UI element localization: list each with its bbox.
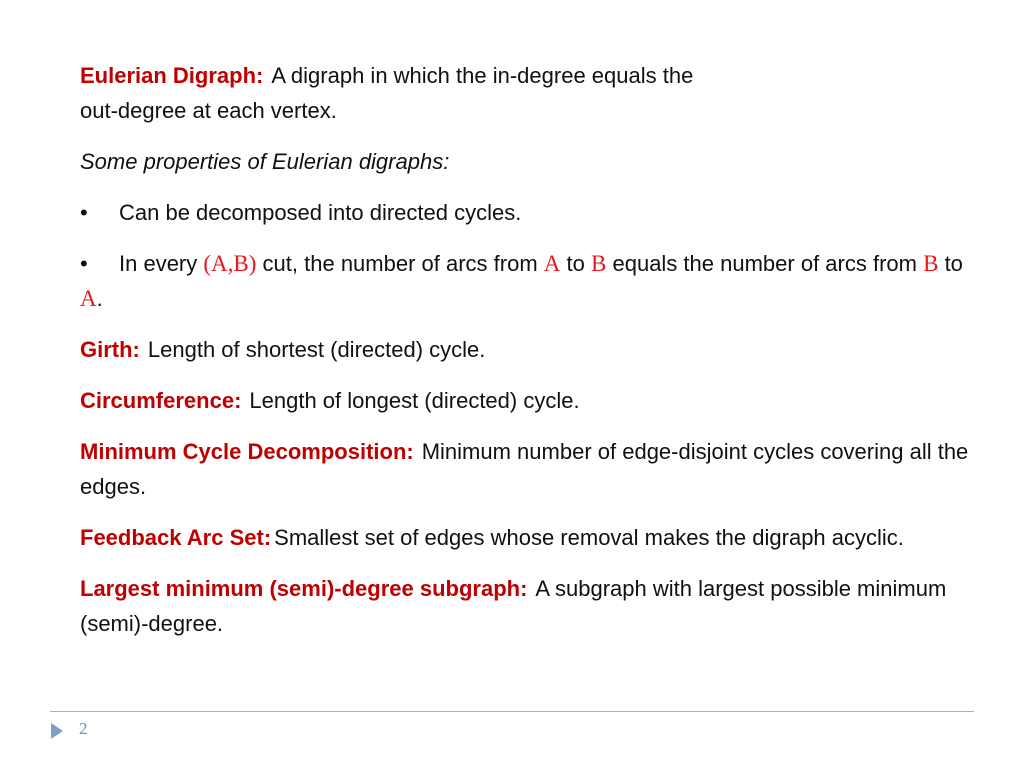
bullet-item-2-text-3: to <box>566 251 585 276</box>
eulerian-definition-text: A digraph in which the in-degree equals the <box>271 63 694 88</box>
bullet-marker: • <box>80 251 88 276</box>
footer-divider <box>50 711 974 712</box>
feedback-arc-set-definition <box>80 520 990 555</box>
symbol-b: B <box>923 251 939 276</box>
symbol-a: A <box>80 286 97 311</box>
bullet-item-2 <box>80 246 990 316</box>
bullet-item-2-text-4: equals the number of arcs from <box>612 251 917 276</box>
term-largest-minimum-degree-subgraph: Largest minimum (semi)-degree subgraph: <box>80 576 528 601</box>
minimum-cycle-decomposition-definition <box>80 434 990 504</box>
girth-definition <box>80 332 990 367</box>
term-eulerian-digraph: Eulerian Digraph: <box>80 63 264 88</box>
slide-body <box>80 58 990 641</box>
circumference-definition-text: Length of longest (directed) cycle. <box>249 388 580 413</box>
properties-heading: Some properties of Eulerian digraphs: <box>80 149 450 174</box>
eulerian-definition-cont: out-degree at each vertex. <box>80 98 337 123</box>
bullet-item-2-text-5: to <box>944 251 963 276</box>
page-number: 2 <box>79 719 88 738</box>
largest-minimum-degree-subgraph-definition <box>80 571 990 641</box>
triangle-right-icon <box>50 722 64 740</box>
symbol-a: A <box>543 251 561 276</box>
bullet-item-1 <box>80 195 990 230</box>
term-feedback-arc-set: Feedback Arc Set: <box>80 525 272 550</box>
cut-symbol-ab: (A,B) <box>203 251 257 276</box>
term-minimum-cycle-decomposition: Minimum Cycle Decomposition: <box>80 439 414 464</box>
largest-minimum-degree-subgraph-text: A subgraph with largest possible minimum (semi)-degree. <box>80 576 947 636</box>
bullet-item-2-text-2: cut, the number of arcs from <box>262 251 538 276</box>
bullet-item-2-text-1: In every <box>119 251 198 276</box>
feedback-arc-set-text: Smallest set of edges whose removal makes the digraph acyclic. <box>274 525 904 550</box>
bullet-item-2-period: . <box>96 286 103 311</box>
eulerian-digraph-definition <box>80 58 990 128</box>
term-circumference: Circumference: <box>80 388 242 413</box>
bullet-marker: • <box>80 200 88 225</box>
bullet-item-1-text: Can be decomposed into directed cycles. <box>119 200 522 225</box>
symbol-b: B <box>591 251 607 276</box>
term-girth: Girth: <box>80 337 140 362</box>
circumference-definition <box>80 383 990 418</box>
minimum-cycle-decomposition-text: Minimum number of edge-disjoint cycles covering all the edges. <box>80 439 969 499</box>
girth-definition-text: Length of shortest (directed) cycle. <box>147 337 486 362</box>
